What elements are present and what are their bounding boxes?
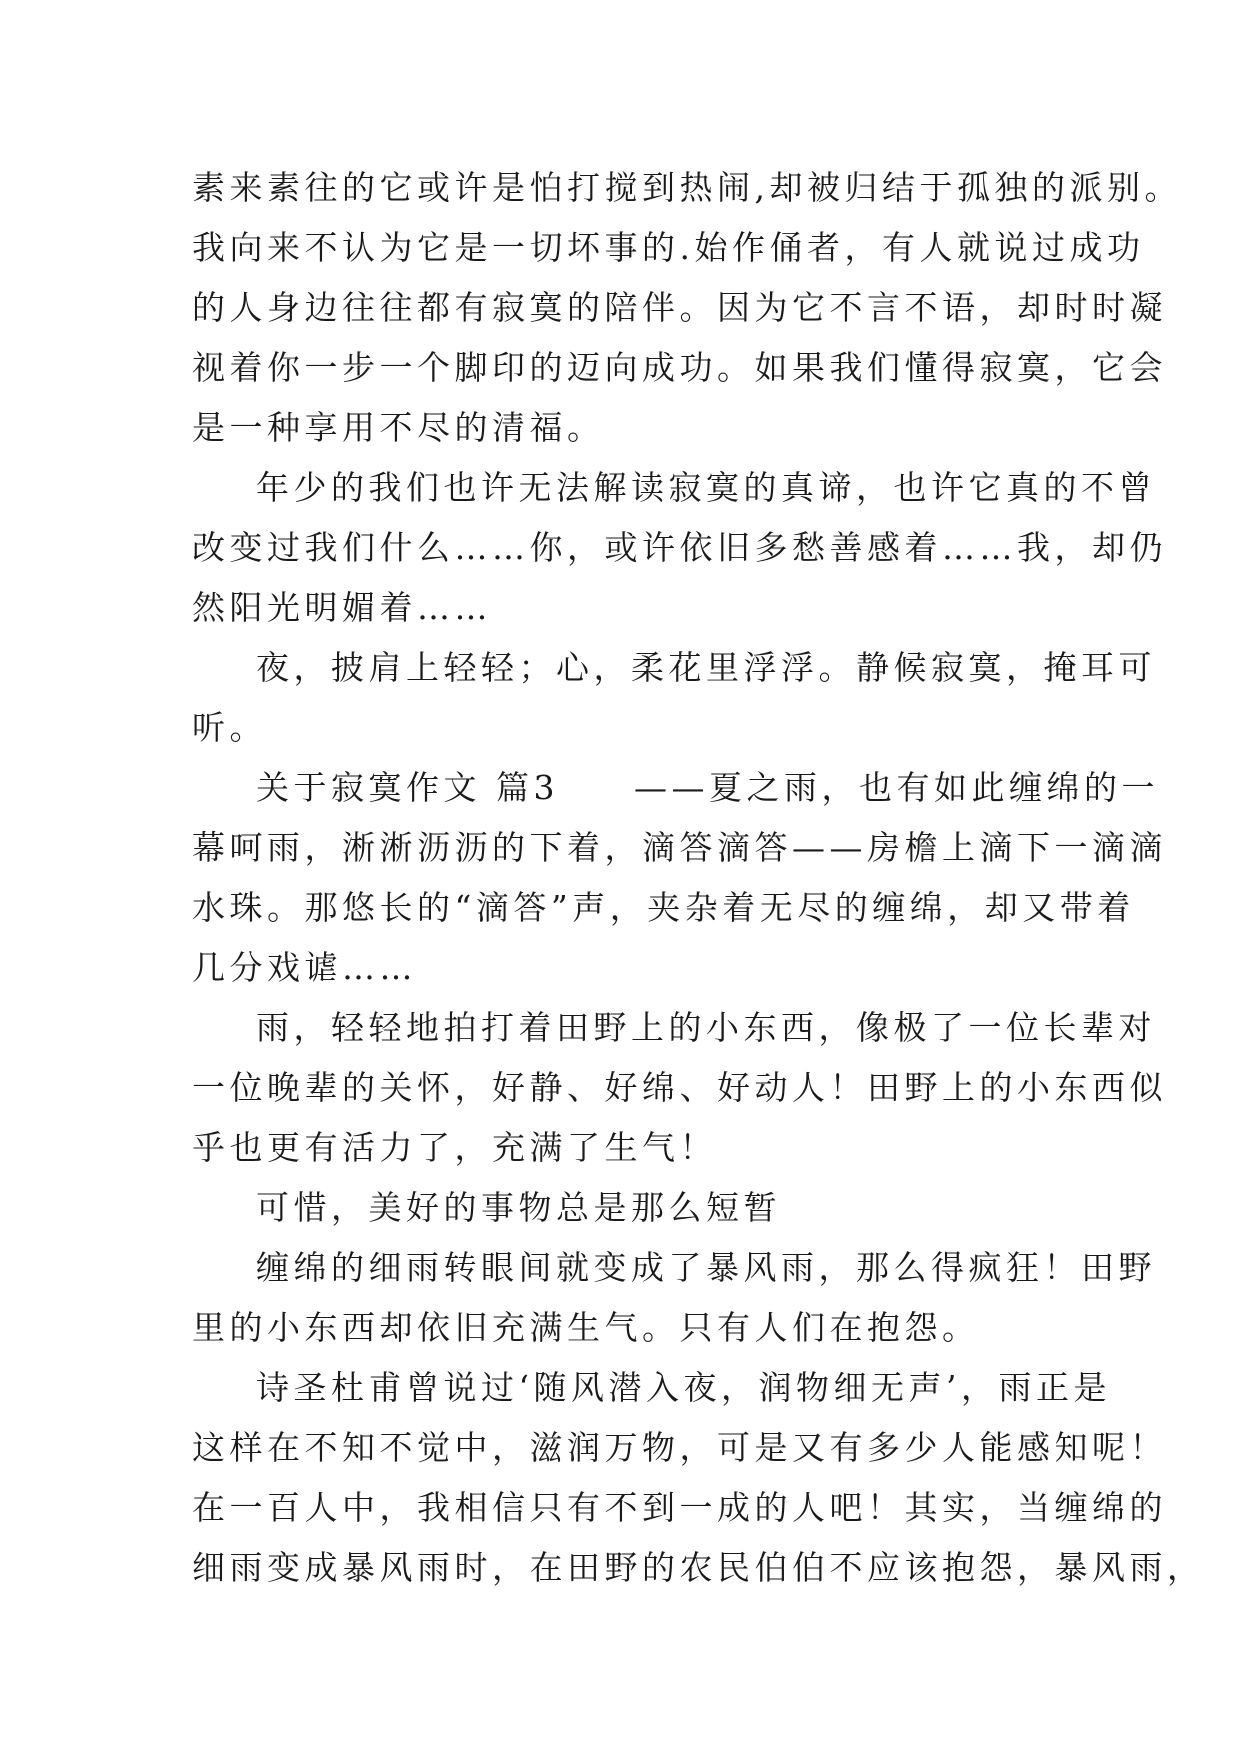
- text-line: 改变过我们什么……你，或许依旧多愁善感着……我，却仍: [192, 528, 1167, 567]
- text-line: 细雨变成暴风雨时，在田野的农民伯伯不应该抱怨，暴风雨，: [192, 1548, 1205, 1587]
- text-line: 夜，披肩上轻轻；心，柔花里浮浮。静候寂寞，掩耳可: [256, 648, 1156, 687]
- text-line: 几分戏谑……: [192, 948, 417, 987]
- text-line: 视着你一步一个脚印的迈向成功。如果我们懂得寂寞，它会: [192, 348, 1167, 387]
- text-line: 一位晚辈的关怀，好静、好绵、好动人！田野上的小东西似: [192, 1068, 1167, 1107]
- text-line: 乎也更有活力了，充满了生气！: [192, 1128, 717, 1167]
- text-line: 的人身边往往都有寂寞的陪伴。因为它不言不语，却时时凝: [192, 288, 1167, 327]
- text-line: 听。: [192, 708, 267, 747]
- text-line: 我向来不认为它是一切坏事的.始作俑者，有人就说过成功: [192, 228, 1145, 267]
- text-line: 年少的我们也许无法解读寂寞的真谛，也许它真的不曾: [256, 468, 1156, 507]
- text-line: 关于寂寞作文 篇3 ——夏之雨，也有如此缠绵的一: [256, 768, 1159, 807]
- text-line: 在一百人中，我相信只有不到一成的人吧！其实，当缠绵的: [192, 1488, 1167, 1527]
- text-line: 幕呵雨，淅淅沥沥的下着，滴答滴答——房檐上滴下一滴滴: [192, 828, 1167, 867]
- text-line: 素来素往的它或许是怕打搅到热闹,却被归结于孤独的派别。: [192, 168, 1182, 207]
- text-line: 这样在不知不觉中，滋润万物，可是又有多少人能感知呢！: [192, 1428, 1167, 1467]
- text-line: 缠绵的细雨转眼间就变成了暴风雨，那么得疯狂！田野: [256, 1248, 1156, 1287]
- text-line: 里的小东西却依旧充满生气。只有人们在抱怨。: [192, 1308, 980, 1347]
- text-line: 可惜，美好的事物总是那么短暂: [256, 1188, 781, 1227]
- text-line: 诗圣杜甫曾说过‘随风潜入夜，润物细无声’，雨正是: [256, 1368, 1111, 1407]
- text-line: 水珠。那悠长的“滴答”声，夹杂着无尽的缠绵，却又带着: [192, 888, 1135, 927]
- text-line: 然阳光明媚着……: [192, 588, 492, 627]
- text-line: 雨，轻轻地拍打着田野上的小东西，像极了一位长辈对: [256, 1008, 1156, 1047]
- text-line: 是一种享用不尽的清福。: [192, 408, 605, 447]
